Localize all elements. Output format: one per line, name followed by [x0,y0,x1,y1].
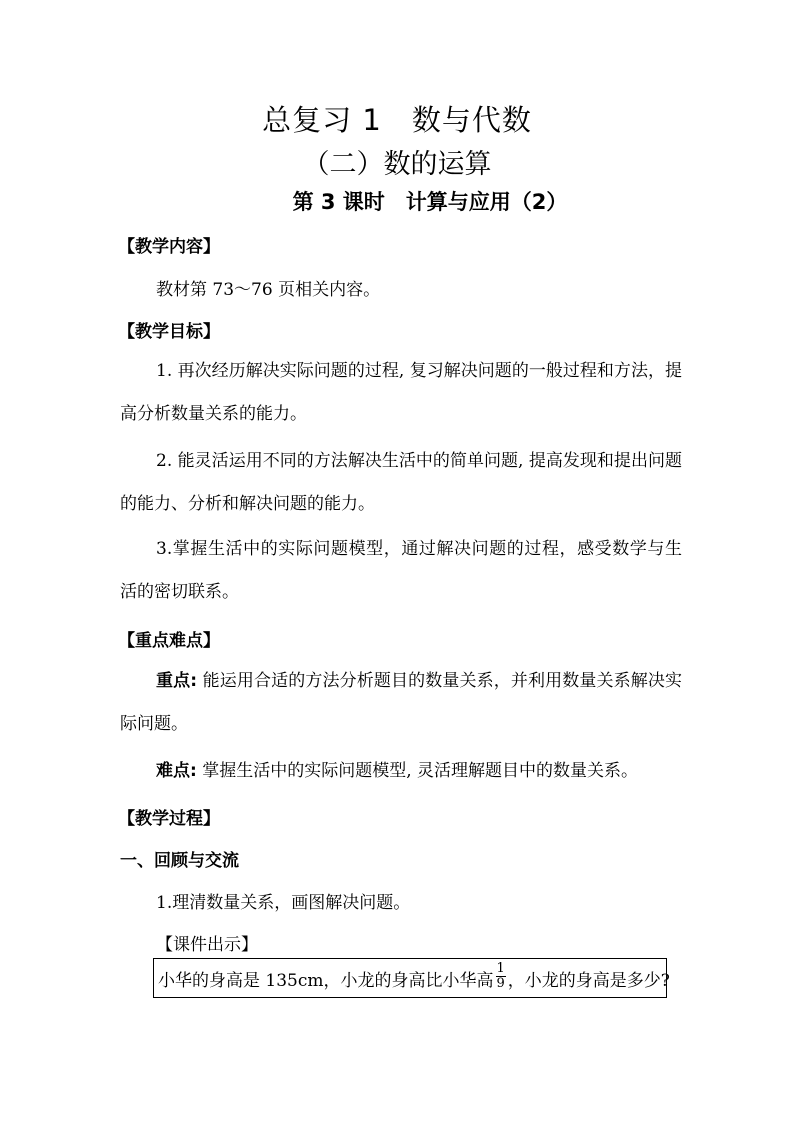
process-subheading: 一、回顾与交流 [120,851,239,871]
goals-heading: 【教学目标】 [118,322,220,342]
content-heading: 【教学内容】 [118,237,220,257]
courseware-label: 【课件出示】 [156,935,258,955]
difficult-text: 掌握生活中的实际问题模型, 灵活理解题目中的数量关系。 [196,761,639,781]
key-point [120,660,682,746]
step-1: 1.理清数量关系，画图解决问题。 [156,893,411,913]
key-label: 重点: [156,671,198,691]
goal-1: 1. 再次经历解决实际问题的过程, 复习解决问题的一般过程和方法，提高分析数量关系的能力。 [120,361,682,424]
difficult-label: 难点: [156,761,197,781]
fraction-denominator: 9 [496,975,505,991]
process-heading: 【教学过程】 [118,809,220,829]
problem-text-before: 小华的身高是 135cm，小龙的身高比小华高 [158,970,494,991]
problem-text-after: ，小龙的身高是多少? [507,970,670,991]
key-heading: 【重点难点】 [118,631,220,651]
content-text: 教材第 73～76 页相关内容。 [156,280,381,300]
fraction [496,962,506,991]
fraction-numerator: 1 [496,960,505,976]
goal-3: 3.掌握生活中的实际问题模型，通过解决问题的过程，感受数学与生活的密切联系。 [120,539,682,602]
main-title: 总复习 1 数与代数 [262,103,532,137]
lesson-title: 第 3 课时 计算与应用（2） [292,190,568,214]
goal-2: 2. 能灵活运用不同的方法解决生活中的简单问题, 提高发现和提出问题的能力、分析和解决问题的能力。 [120,451,682,514]
subtitle: （二）数的运算 [302,149,492,180]
difficult-point [120,750,682,793]
key-text: 能运用合适的方法分析题目的数量关系，并利用数量关系解决实际问题。 [120,671,682,734]
problem-box [153,958,670,998]
